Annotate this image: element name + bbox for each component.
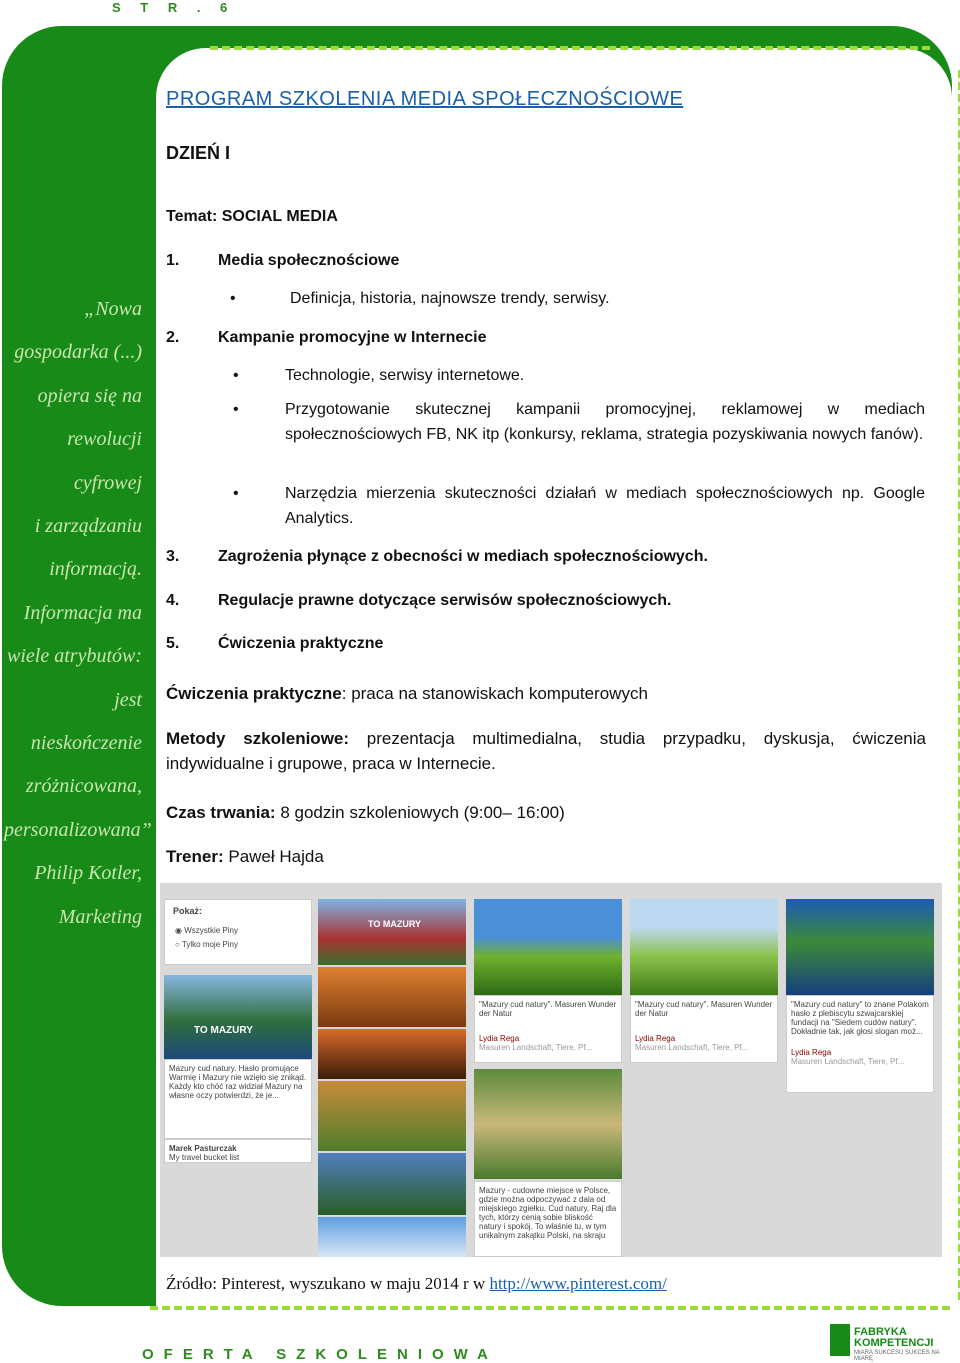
river-photo bbox=[318, 1153, 466, 1215]
dashed-border-bottom bbox=[150, 1306, 950, 1310]
section-title: Ćwiczenia praktyczne bbox=[218, 635, 384, 652]
quote-line: opiera się na bbox=[37, 384, 142, 407]
page-title: PROGRAM SZKOLENIA MEDIA SPOŁECZNOŚCIOWE bbox=[166, 88, 684, 110]
section-title: Regulacje prawne dotyczące serwisów społecznościowych. bbox=[218, 592, 672, 609]
pin-card-user: Marek Pasturczak My travel bucket list bbox=[164, 1139, 312, 1163]
field-photo bbox=[318, 1081, 466, 1151]
footer-offer: OFERTA SZKOLENIOWA bbox=[142, 1346, 498, 1363]
section-heading bbox=[166, 592, 672, 610]
quote-line: Marketing bbox=[58, 905, 142, 928]
methods-text: prezentacja multimedialna, studia przypadku, dyskusja, ćwiczenia indywidualne i grupowe, praca w Internecie. bbox=[166, 729, 926, 773]
trainer-line bbox=[166, 844, 324, 869]
bullet-item bbox=[233, 397, 925, 447]
methods-line bbox=[166, 726, 926, 776]
bullet-text: Technologie, serwisy internetowe. bbox=[285, 367, 525, 384]
quote-line: zróżnicowana, bbox=[25, 775, 142, 798]
trainer-text: Paweł Hajda bbox=[223, 847, 324, 866]
blue-lake-photo bbox=[786, 899, 934, 995]
aerial-farm-photo bbox=[474, 1069, 622, 1179]
bullet-dot: • bbox=[233, 367, 239, 384]
section-number: 4. bbox=[166, 592, 180, 609]
pin-card-description: Mazury cud natury. Hasło promujące Warmię i Mazury nie wzięło się znikąd. Każdy kto chóć raz widział Mazury na własne oczy potwierdzi, że je... bbox=[164, 1059, 312, 1139]
pinterest-screenshot bbox=[160, 883, 942, 1257]
methods-label: Metody szkoleniowe: bbox=[166, 729, 350, 748]
sidebar-quote bbox=[4, 288, 152, 939]
bullet-item bbox=[233, 481, 925, 531]
quote-line: gospodarka (...) bbox=[14, 341, 142, 364]
quote-line: jest nieskończenie bbox=[30, 688, 142, 755]
birds-photo bbox=[318, 1029, 466, 1079]
quote-line: personalizowana” bbox=[4, 818, 152, 841]
quote-line: i zarządzaniu bbox=[34, 515, 142, 538]
section-heading bbox=[166, 329, 487, 347]
practice-text: : praca na stanowiskach komputerowych bbox=[341, 684, 648, 703]
fabryka-kompetencji-logo: FABRYKA KOMPETENCJI MIARA SUKCESU SUKCES NA MIARĘ bbox=[830, 1324, 950, 1362]
quote-line: Philip Kotler, bbox=[34, 862, 142, 885]
bullet-dot: • bbox=[230, 290, 236, 307]
haystack-photo bbox=[630, 899, 778, 995]
section-number: 2. bbox=[166, 329, 180, 346]
trainer-label: Trener: bbox=[166, 847, 224, 866]
source-note: Źródło: Pinterest, wyszukano w maju 2014 r w http://www.pinterest.com/ bbox=[166, 1274, 667, 1293]
bullet-text: Definicja, historia, najnowsze trendy, serwisy. bbox=[290, 290, 610, 307]
pin-card: "Mazury cud natury". Masuren Wunder der Natur Lydia Rega Masuren Landschaft, Tiere, Pf... bbox=[630, 995, 778, 1063]
duration-label: Czas trwania: bbox=[166, 803, 276, 822]
quote-line: „Nowa bbox=[84, 298, 142, 320]
practice-line bbox=[166, 681, 648, 706]
sunset-photo bbox=[318, 967, 466, 1027]
pin-card: Mazury - cudowne miejsce w Polsce, gdzie można odpoczywać z dala od miejskiego zgiełku. Cud natury, Raj dla tych, którzy cenią sobie bliskość natury i spokój. To właśnie tu, w tym unikalnym zakątku Polski, na skraju bbox=[474, 1181, 622, 1257]
pin-card: "Mazury cud natury" to znane Polakom hasło z plebiscytu szwajcarskiej fundacji na "Siedem cudów natury". Dokładnie tak, jak głosi slogan moż... Lydia Rega Masuren Landschaft, Tiere, Pf... bbox=[786, 995, 934, 1093]
dashed-border-top bbox=[210, 46, 930, 50]
town-photo: TO MAZURY bbox=[318, 899, 466, 965]
section-number: 5. bbox=[166, 635, 180, 652]
section-heading bbox=[166, 635, 383, 653]
filter-title: Pokaż: bbox=[173, 906, 203, 916]
practice-label: Ćwiczenia praktyczne bbox=[166, 684, 342, 703]
filter-option-mine: ○ Tylko moje Piny bbox=[175, 940, 238, 949]
bullet-text: Przygotowanie skutecznej kampanii promocyjnej, reklamowej w mediach społecznościowych FB, NK itp (konkursy, reklama, strategia pozyskiwania nowych fanów). bbox=[285, 401, 925, 443]
bullet-item bbox=[233, 363, 925, 388]
meadow-photo bbox=[474, 899, 622, 995]
page-number-header: S T R . 6 bbox=[112, 0, 236, 15]
duration-text: 8 godzin szkoleniowych (9:00– 16:00) bbox=[275, 803, 565, 822]
bullet-item bbox=[230, 286, 924, 311]
section-title: Zagrożenia płynące z obecności w mediach społecznościowych. bbox=[218, 548, 708, 565]
duration-line bbox=[166, 800, 565, 825]
section-number: 3. bbox=[166, 548, 180, 565]
quote-line: informacją. bbox=[49, 558, 142, 581]
filter-option-all: ◉ Wszystkie Piny bbox=[175, 926, 238, 935]
quote-line: rewolucji cyfrowej bbox=[67, 428, 142, 494]
dashed-border-right bbox=[944, 70, 960, 1300]
filter-card bbox=[164, 899, 312, 965]
section-number: 1. bbox=[166, 252, 180, 269]
day-heading: DZIEŃ I bbox=[166, 143, 231, 163]
logo-mark-icon bbox=[830, 1324, 850, 1356]
section-title: Kampanie promocyjne w Internecie bbox=[218, 329, 487, 346]
windmill-photo bbox=[318, 1217, 466, 1257]
section-heading bbox=[166, 252, 399, 270]
section-heading bbox=[166, 548, 708, 566]
bullet-dot: • bbox=[233, 401, 239, 418]
source-link[interactable]: http://www.pinterest.com/ bbox=[489, 1274, 667, 1293]
section-title: Media społecznościowe bbox=[218, 252, 400, 269]
lake-photo: TO MAZURY bbox=[164, 975, 312, 1059]
quote-line: Informacja ma bbox=[23, 601, 142, 624]
pin-card: "Mazury cud natury". Masuren Wunder der Natur Lydia Rega Masuren Landschaft, Tiere, Pf... bbox=[474, 995, 622, 1063]
bullet-dot: • bbox=[233, 485, 239, 502]
quote-line: wiele atrybutów: bbox=[7, 645, 142, 668]
bullet-text: Narzędzia mierzenia skuteczności działań w mediach społecznościowych np. Google Analytics. bbox=[285, 485, 925, 527]
topic-heading: Temat: SOCIAL MEDIA bbox=[166, 208, 338, 225]
